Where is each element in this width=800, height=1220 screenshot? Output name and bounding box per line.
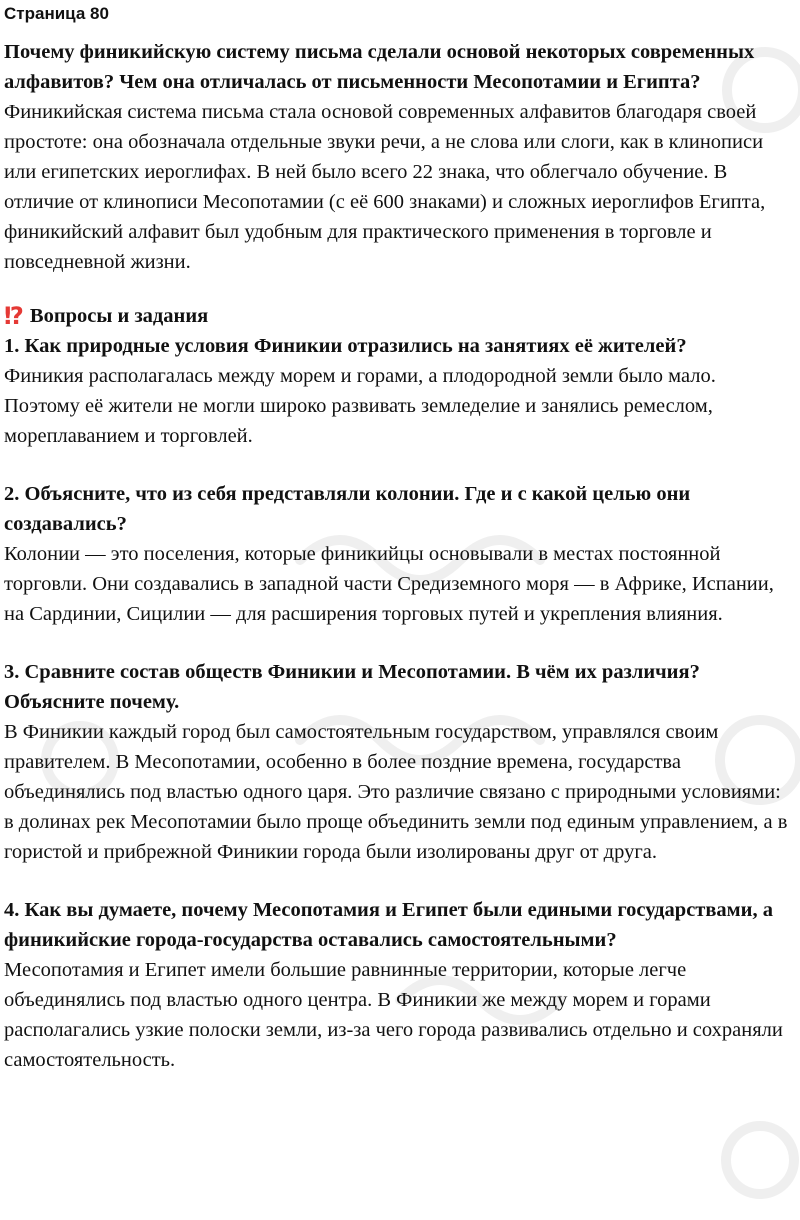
item-answer: Финикия располагалась между морем и горами, а плодородной земли было мало. Поэтому её жители не могли широко развивать земледелие и занялись ремеслом, мореплаванием и торговлей. [4,365,716,447]
item-question: 3. Сравните состав обществ Финикии и Месопотамии. В чём их различия? Объясните почему. [4,661,700,713]
item-question: 4. Как вы думаете, почему Месопотамия и Египет были едиными государствами, а финикийские города-государства оставались самостоятельными? [4,899,773,951]
intro-question: Почему финикийскую систему письма сделали основой некоторых современных алфавитов? Чем она отличалась от письменности Месопотамии и Египта? [4,41,755,93]
section-heading [4,301,794,331]
item-2 [4,479,794,629]
intro-block [4,37,794,277]
page-label: Страница 80 [4,4,109,23]
item-answer: Месопотамия и Египет имели большие равнинные территории, которые легче объединялись под властью одного центра. В Финикии же между морем и горами располагались узкие полоски земли, из-за чего города развивались отдельно и сохраняли самостоятельность. [4,959,783,1071]
item-question: 1. Как природные условия Финикии отразились на занятиях её жителей? [4,335,687,357]
intro-answer: Финикийская система письма стала основой современных алфавитов благодаря своей простоте: она обозначала отдельные звуки речи, а не слова или слоги, как в клинописи или египетских иероглифах. В ней было всего 22 знака, что облегчало обучение. В отличие от клинописи Месопотамии (с её 600 знаками) и сложных иероглифов Египта, финикийский алфавит был удобным для практического применения в торговле и повседневной жизни. [4,101,766,273]
exclamation-question-icon: ⁉ [4,302,22,330]
item-answer: В Финикии каждый город был самостоятельным государством, управлялся своим правителем. В Месопотамии, особенно в более поздние времена, государства объединялись под властью одного царя. Это различие связано с природными условиями: в долинах рек Месопотамии было проще объединить земли под единым управлением, а в гористой и прибрежной Финикии города были изолированы друг от друга. [4,721,788,863]
item-4 [4,895,794,1075]
section-title: Вопросы и задания [29,305,209,327]
item-1 [4,331,794,451]
item-question: 2. Объясните, что из себя представляли колонии. Где и с какой целью они создавались? [4,483,691,535]
item-answer: Колонии — это поселения, которые финикийцы основывали в местах постоянной торговли. Они создавались в западной части Средиземного моря — в Африке, Испании, на Сардинии, Сицилии — для расширения торговых путей и укрепления влияния. [4,543,774,625]
item-3 [4,657,794,867]
